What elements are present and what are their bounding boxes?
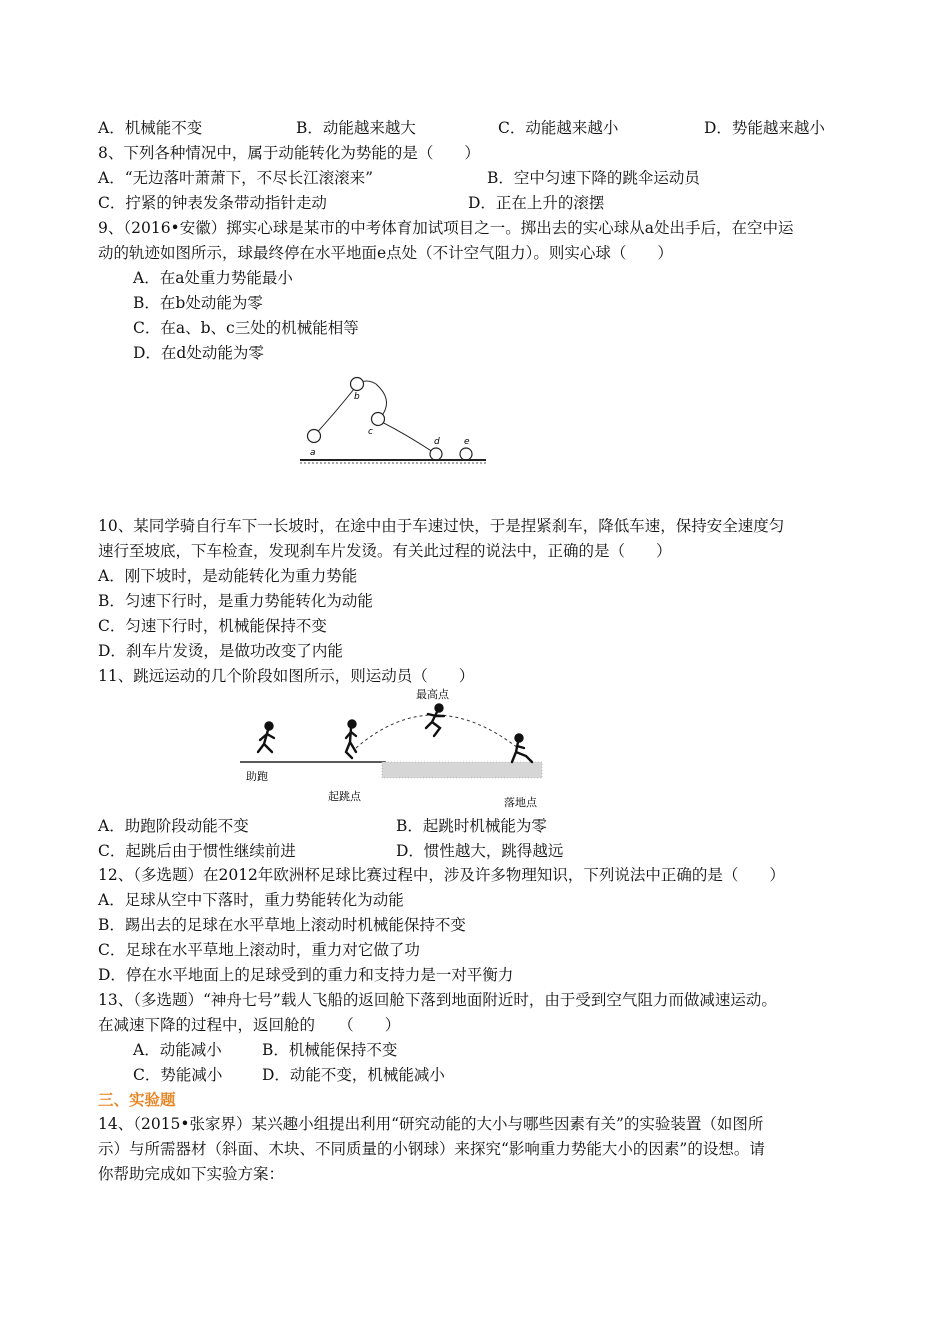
label-a: a [310, 448, 316, 458]
q12-option-d: D．停在水平地面上的足球受到的重力和支持力是一对平衡力 [98, 966, 514, 984]
label-takeoff: 起跳点 [328, 790, 361, 803]
q8-option-a: A．“无边落叶萧萧下，不尽长江滚滚来” [98, 169, 374, 187]
q11-option-b: B．起跳时机械能为零 [396, 817, 547, 835]
q11-stem: 11、跳远运动的几个阶段如图所示，则运动员（ ） [98, 667, 475, 685]
label-e: e [464, 437, 470, 447]
q10-stem-line2: 速行至坡底，下车检查，发现刹车片发烫。有关此过程的说法中，正确的是（ ） [98, 542, 672, 560]
label-d: d [434, 437, 440, 447]
q12-stem: 12、（多选题）在2012年欧洲杯足球比赛过程中，涉及许多物理知识，下列说法中正确的是（ ） [98, 866, 785, 884]
runner-figure [258, 723, 274, 753]
q11-option-c: C．起跳后由于惯性继续前进 [98, 842, 296, 860]
q14-stem-line1: 14、（2015•张家界）某兴趣小组提出利用“研究动能的大小与哪些因素有关”的实验装置（如图所 [98, 1115, 764, 1133]
ball-d [430, 448, 442, 460]
q12-option-b: B．踢出去的足球在水平草地上滚动时机械能保持不变 [98, 916, 466, 934]
takeoff-figure [346, 721, 356, 759]
q11-option-d: D．惯性越大，跳得越远 [396, 842, 564, 860]
label-run: 助跑 [246, 770, 268, 783]
q13-stem-line1: 13、（多选题）“神舟七号”载人飞船的返回舱下落到地面附近时，由于受到空气阻力而做减速运动。 [98, 991, 777, 1009]
q13-option-d: D．动能不变，机械能减小 [262, 1066, 445, 1084]
q9-option-b: B．在b处动能为零 [133, 294, 263, 312]
q9-stem-line2: 动的轨迹如图所示，球最终停在水平地面e点处（不计空气阻力）。则实心球（ ） [98, 244, 673, 262]
ball-e [460, 448, 472, 460]
q7-option-c: C．动能越来越小 [498, 119, 619, 137]
q13-stem-line2: 在减速下降的过程中，返回舱的 （ ） [98, 1016, 401, 1034]
q7-option-b: B．动能越来越大 [296, 119, 416, 137]
label-b: b [354, 392, 360, 402]
q9-stem-line1: 9、（2016•安徽）掷实心球是某市的中考体育加试项目之一。掷出去的实心球从a处出手后，在空中运 [98, 219, 794, 237]
q13-option-c: C．势能减小 [133, 1066, 223, 1084]
q13-option-b: B．机械能保持不变 [262, 1041, 398, 1059]
q10-stem-line1: 10、某同学骑自行车下一长坡时，在途中由于车速过快，于是捏紧刹车，降低车速，保持安全速度匀 [98, 517, 785, 535]
q11-option-a: A．助跑阶段动能不变 [98, 817, 249, 835]
q10-option-b: B．匀速下行时，是重力势能转化为动能 [98, 592, 373, 610]
ball-a [308, 430, 321, 443]
q13-option-a: A．动能减小 [133, 1041, 222, 1059]
q14-stem-line3: 你帮助完成如下实验方案： [98, 1165, 285, 1183]
q10-option-c: C．匀速下行时，机械能保持不变 [98, 617, 327, 635]
landing-figure [512, 735, 532, 763]
q7-option-a: A．机械能不变 [98, 119, 203, 137]
airborne-figure [426, 705, 444, 737]
q11-long-jump-figure [236, 686, 556, 812]
q9-option-a: A．在a处重力势能最小 [133, 269, 293, 287]
q14-stem-line2: 示）与所需器材（斜面、木块、不同质量的小钢球）来探究“影响重力势能大小的因素”的设想。请 [98, 1140, 765, 1158]
ball-c [372, 413, 385, 426]
label-highest: 最高点 [416, 688, 449, 701]
q10-option-d: D．刹车片发烫，是做功改变了内能 [98, 642, 343, 660]
q12-option-a: A．足球从空中下落时，重力势能转化为动能 [98, 891, 404, 909]
label-landing: 落地点 [504, 796, 537, 809]
section-title-experiments: 三、实验题 [98, 1091, 176, 1109]
q8-option-d: D．正在上升的滚摆 [468, 194, 605, 212]
q12-option-c: C．足球在水平草地上滚动时，重力对它做了功 [98, 941, 420, 959]
q8-option-c: C．拧紧的钟表发条带动指针走动 [98, 194, 327, 212]
q8-stem: 8、下列各种情况中，属于动能转化为势能的是（ ） [98, 144, 480, 162]
label-c: c [368, 427, 373, 437]
q9-option-d: D．在d处动能为零 [133, 344, 264, 362]
q8-option-b: B．空中匀速下降的跳伞运动员 [487, 169, 700, 187]
q7-option-d: D．势能越来越小 [704, 119, 825, 137]
ball-b [351, 378, 364, 391]
q10-option-a: A．刚下坡时，是动能转化为重力势能 [98, 567, 358, 585]
q9-option-c: C．在a、b、c三处的机械能相等 [133, 319, 359, 337]
q9-trajectory-figure [296, 372, 492, 468]
